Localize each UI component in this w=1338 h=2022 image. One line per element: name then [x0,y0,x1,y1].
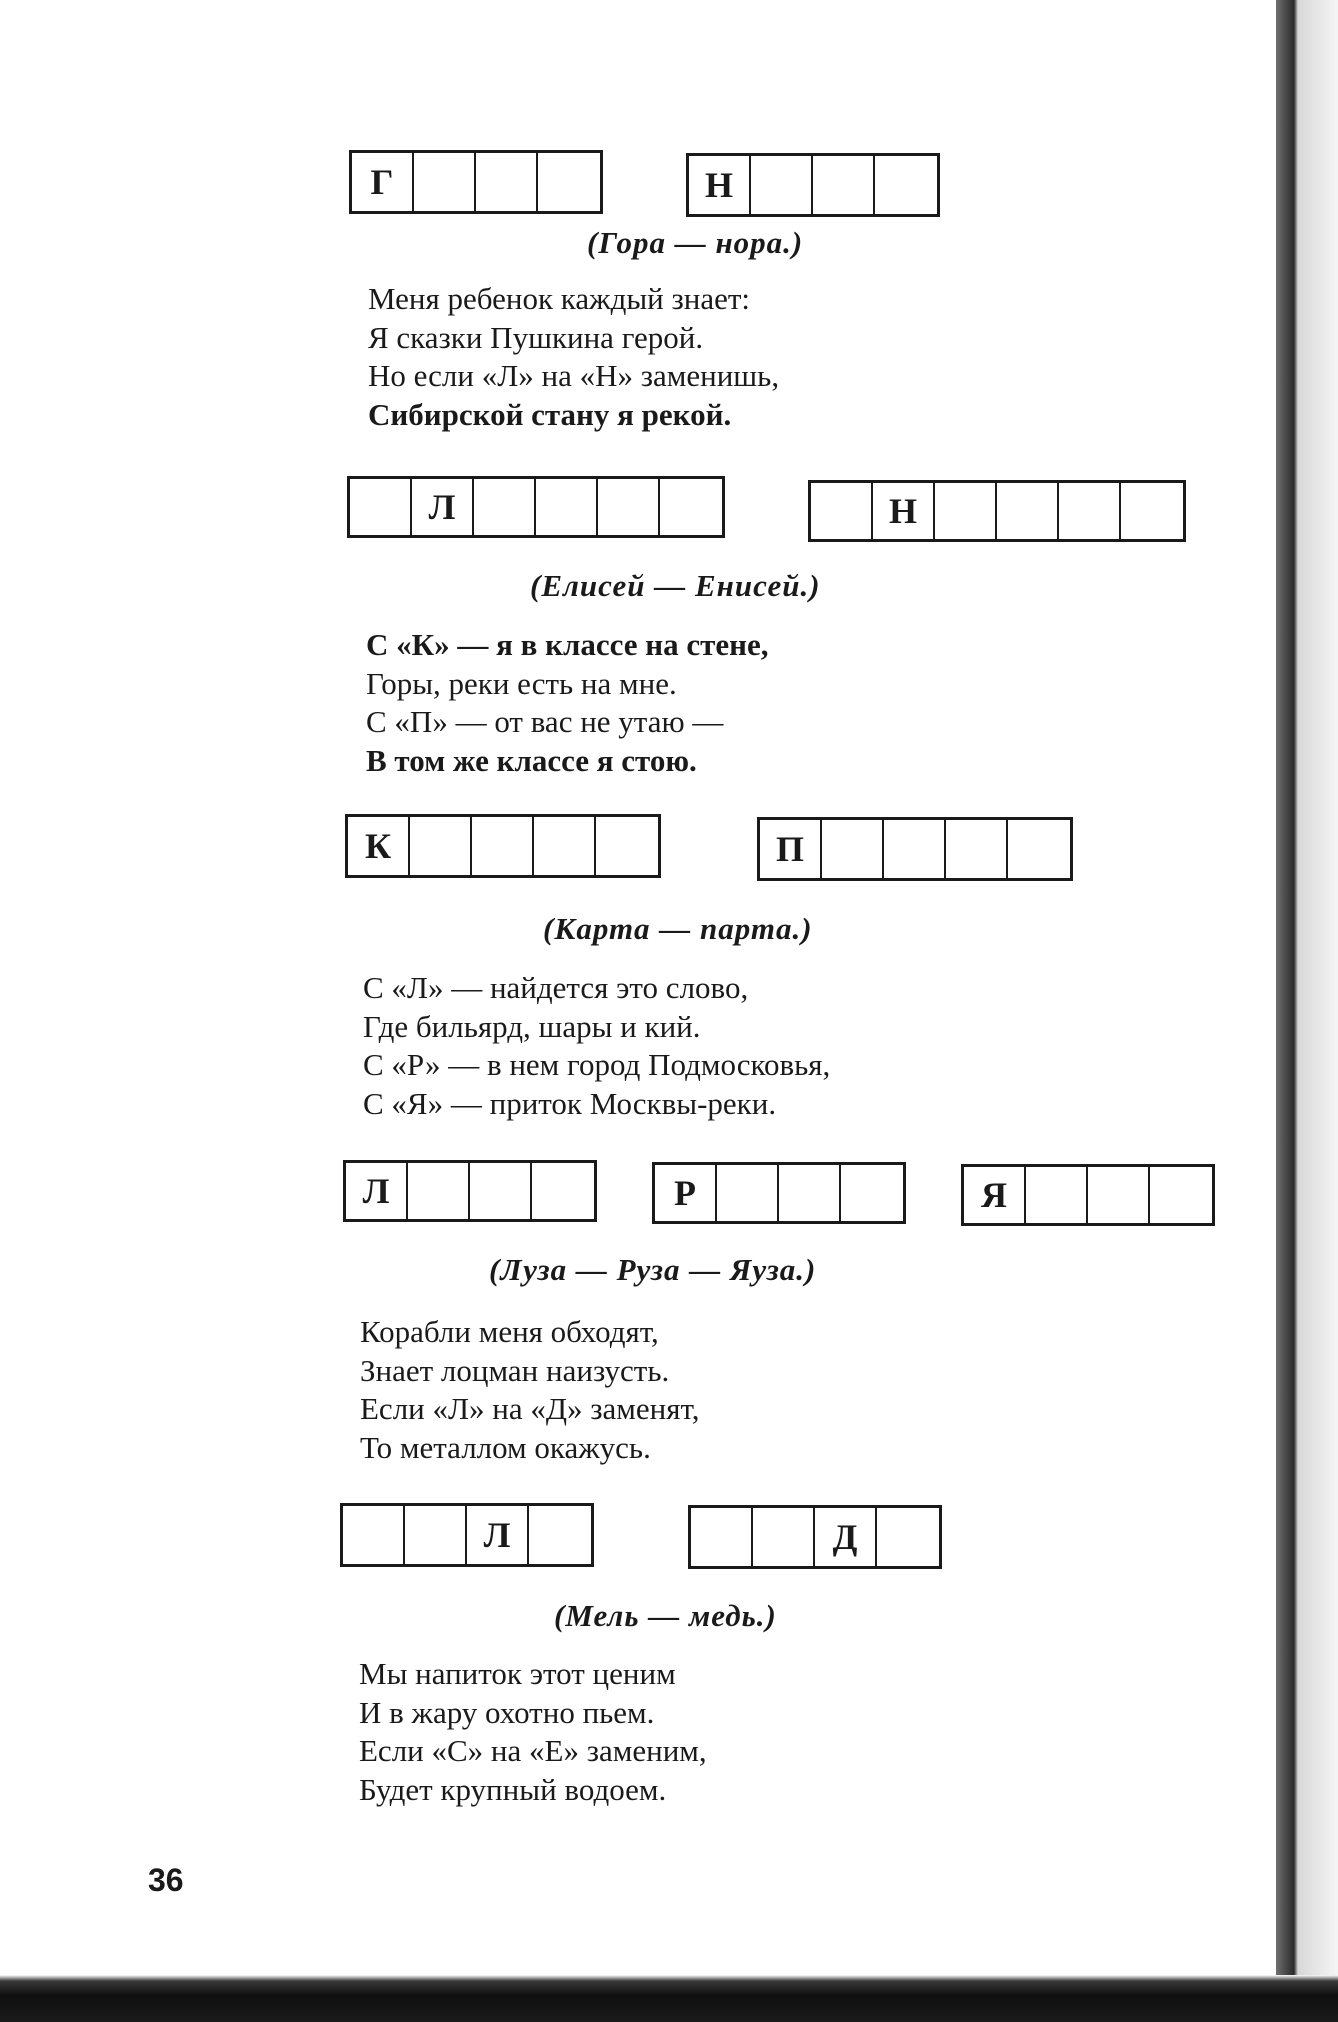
poem-line: Знает лоцман наизусть. [360,1352,670,1388]
letter-cell [472,817,534,875]
answer-mel-med: (Мель — медь.) [554,1598,777,1633]
scan-bottom-border [0,1975,1338,2022]
letter-cell: Н [873,483,935,539]
letter-cell [997,483,1059,539]
letter-cell [877,1508,939,1566]
letter-cell [474,479,536,535]
word-grid-karta [345,814,661,878]
letter-cell [1121,483,1183,539]
letter-cell [875,156,937,214]
poem-line: С «Я» — приток Москвы-реки. [363,1085,777,1121]
poem-line: Корабли меня обходят, [360,1314,659,1349]
letter-cell [751,156,813,214]
letter-cell [414,153,476,211]
poem-elisey [368,280,779,434]
letter-cell [811,483,873,539]
letter-cell [596,817,658,875]
letter-cell [813,156,875,214]
poem-line: С «К» — я в классе на стене, [366,627,769,662]
poem-line: Будет крупный водоем. [359,1771,667,1807]
page-binding-edge [1276,0,1338,2022]
word-grid-ruza [652,1162,906,1224]
word-grid-enisey [808,480,1186,542]
letter-cell [536,479,598,535]
poem-mel [360,1313,699,1467]
word-grid-elisey [347,476,725,538]
poem-line: С «П» — от вас не утаю — [366,704,724,739]
letter-cell [1008,820,1070,878]
letter-cell: К [348,817,410,875]
poem-chai [359,1655,707,1809]
letter-cell: Д [815,1508,877,1566]
letter-cell [717,1165,779,1221]
answer-karta-parta: (Карта — парта.) [543,911,813,946]
poem-karta [366,626,769,780]
word-grid-gora [349,150,603,214]
answer-gora-nora: (Гора — нора.) [587,225,804,260]
letter-cell [822,820,884,878]
letter-cell [343,1506,405,1564]
letter-cell: Л [467,1506,529,1564]
answer-luza-ruza-yauza: (Луза — Руза — Яуза.) [489,1252,817,1287]
poem-line: Горы, реки есть на мне. [366,665,677,701]
letter-cell: Л [412,479,474,535]
letter-cell [1026,1167,1088,1223]
letter-cell [1150,1167,1212,1223]
letter-cell: П [760,820,822,878]
letter-cell [935,483,997,539]
word-grid-nora [686,153,940,217]
letter-cell [779,1165,841,1221]
letter-cell: Л [346,1163,408,1219]
poem-line: И в жару охотно пьем. [359,1694,655,1730]
word-grid-yauza [961,1164,1215,1226]
letter-cell: Р [655,1165,717,1221]
page-number: 36 [148,1862,184,1898]
poem-luza [363,969,830,1123]
letter-cell [841,1165,903,1221]
word-grid-med [688,1505,942,1569]
letter-cell [1059,483,1121,539]
letter-cell [410,817,472,875]
poem-line: В том же классе я стою. [366,742,697,778]
answer-elisey-enisey: (Елисей — Енисей.) [530,568,821,603]
poem-line: Я сказки Пушкина герой. [368,319,704,355]
letter-cell [884,820,946,878]
letter-cell [350,479,412,535]
poem-line: Меня ребенок каждый знает: [368,281,751,316]
letter-cell [529,1506,591,1564]
word-grid-parta [757,817,1073,881]
letter-cell [946,820,1008,878]
letter-cell: Н [689,156,751,214]
letter-cell [753,1508,815,1566]
letter-cell: Я [964,1167,1026,1223]
poem-line: Но если «Л» на «Н» заменишь, [368,358,780,393]
letter-cell [598,479,660,535]
poem-line: Сибирской стану я рекой. [368,396,732,432]
poem-line: Где бильярд, шары и кий. [363,1008,701,1044]
word-grid-mel [340,1503,594,1567]
letter-cell [470,1163,532,1219]
letter-cell [691,1508,753,1566]
letter-cell [408,1163,470,1219]
letter-cell [538,153,600,211]
poem-line: С «Р» — в нем город Подмосковья, [363,1047,831,1082]
letter-cell [532,1163,594,1219]
letter-cell [660,479,722,535]
letter-cell: Г [352,153,414,211]
poem-line: То металлом окажусь. [360,1429,651,1465]
letter-cell [405,1506,467,1564]
poem-line: Если «Л» на «Д» заменят, [360,1391,700,1426]
poem-line: С «Л» — найдется это слово, [363,970,749,1005]
letter-cell [1088,1167,1150,1223]
letter-cell [534,817,596,875]
poem-line: Мы напиток этот ценим [359,1656,676,1691]
letter-cell [476,153,538,211]
word-grid-luza [343,1160,597,1222]
poem-line: Если «С» на «Е» заменим, [359,1733,707,1768]
